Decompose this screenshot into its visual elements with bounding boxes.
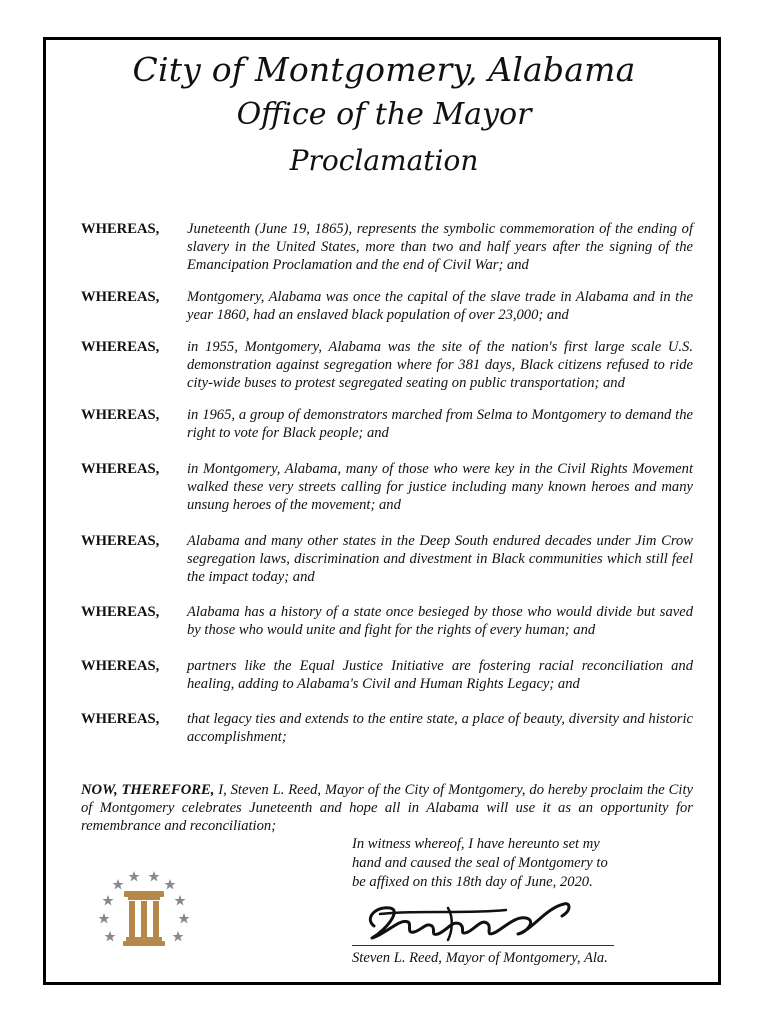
whereas-text: in 1955, Montgomery, Alabama was the site of the nation's first large scale U.S. demonstration against segregation where for 381 days, Black citizens refused to ride city-wide buses to protest segregated seating on public transportation; and: [187, 339, 693, 391]
whereas-keyword: WHEREAS,: [81, 461, 160, 477]
whereas-keyword: WHEREAS,: [81, 711, 160, 727]
whereas-text: that legacy ties and extends to the entire state, a place of beauty, diversity and historic accomplishment;: [187, 711, 693, 745]
signatory-name: Steven L. Reed, Mayor of Montgomery, Ala.: [352, 950, 608, 966]
whereas-text: in Montgomery, Alabama, many of those who were key in the Civil Rights Movement walked these very streets calling for justice including many known heroes and many unsung heroes of the movement; and: [187, 461, 693, 513]
witness-line: be affixed on this 18th day of June, 2020.: [352, 874, 593, 890]
whereas-text: partners like the Equal Justice Initiative are fostering racial reconciliation and healing, adding to Alabama's Civil and Human Rights Legacy; and: [187, 658, 693, 692]
witness-line: In witness whereof, I have hereunto set my: [352, 836, 600, 852]
mayor-signature: [356, 888, 576, 948]
resolution-lead: NOW, THEREFORE,: [81, 782, 215, 798]
signature-line: [352, 945, 614, 946]
column-m-emblem: [123, 891, 165, 946]
whereas-keyword: WHEREAS,: [81, 289, 160, 305]
document-title: Proclamation: [289, 144, 479, 177]
whereas-text: Juneteenth (June 19, 1865), represents the symbolic commemoration of the ending of slavery in the United States, more than two and half years after the signing of the Emancipation Proclamation and the end of Civil War; and: [187, 221, 693, 273]
whereas-text: Alabama has a history of a state once besieged by those who would divide but saved by those who would unite and fight for the rights of every human; and: [187, 604, 693, 638]
whereas-keyword: WHEREAS,: [81, 339, 160, 355]
city-seal-icon: [94, 863, 194, 953]
office-title: Office of the Mayor: [236, 97, 532, 132]
whereas-text: Alabama and many other states in the Deep South endured decades under Jim Crow segregation laws, discrimination and divestment in Black communities which still feel the impact today; and: [187, 533, 693, 585]
witness-statement: [352, 835, 632, 892]
city-title: City of Montgomery, Alabama: [132, 50, 636, 89]
whereas-keyword: WHEREAS,: [81, 604, 160, 620]
witness-line: hand and caused the seal of Montgomery to: [352, 855, 608, 871]
whereas-keyword: WHEREAS,: [81, 221, 160, 237]
whereas-text: in 1965, a group of demonstrators marched from Selma to Montgomery to demand the right to vote for Black people; and: [187, 407, 693, 441]
whereas-keyword: WHEREAS,: [81, 533, 160, 549]
whereas-text: Montgomery, Alabama was once the capital of the slave trade in Alabama and in the year 1860, had an enslaved black population of over 23,000; and: [187, 289, 693, 323]
whereas-keyword: WHEREAS,: [81, 407, 160, 423]
resolution-paragraph: [81, 781, 693, 835]
resolution-text: I, Steven L. Reed, Mayor of the City of Montgomery, do hereby proclaim the City of Montgomery celebrates Juneteenth and hope all in Alabama will use it as an opportunity for remembrance and reconciliation;: [81, 782, 693, 834]
whereas-keyword: WHEREAS,: [81, 658, 160, 674]
